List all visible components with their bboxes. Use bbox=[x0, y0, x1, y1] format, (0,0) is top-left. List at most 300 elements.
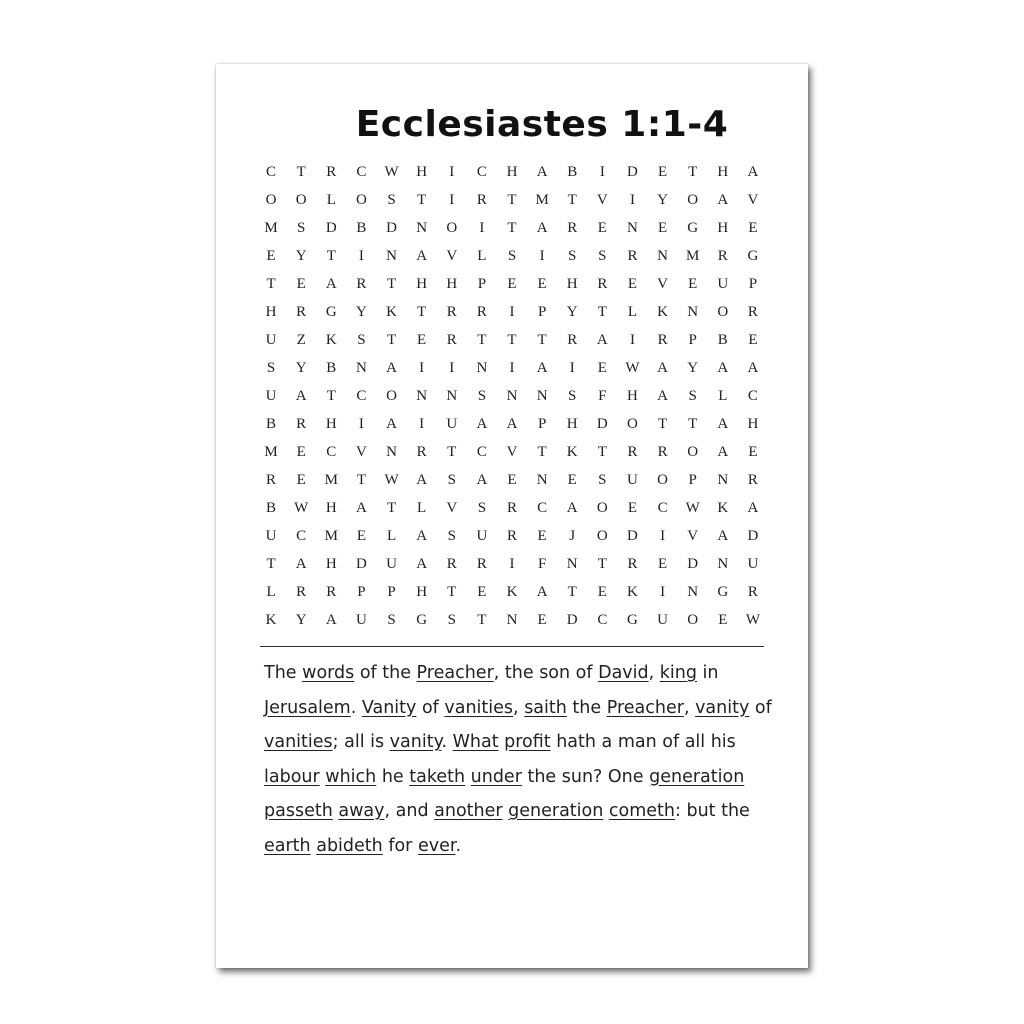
grid-letter: C bbox=[476, 443, 487, 460]
grid-letter: Y bbox=[566, 303, 578, 320]
grid-letter: A bbox=[717, 415, 729, 432]
grid-letter: K bbox=[265, 611, 277, 628]
hidden-word: Vanity bbox=[361, 697, 417, 718]
grid-letter: A bbox=[325, 611, 337, 628]
grid-letter: T bbox=[417, 191, 427, 208]
grid-letter: D bbox=[355, 555, 367, 572]
grid-letter: R bbox=[296, 303, 307, 320]
grid-letter: K bbox=[325, 331, 337, 348]
grid-letter: S bbox=[477, 499, 487, 516]
grid-letter: O bbox=[687, 443, 699, 460]
grid-letter: R bbox=[266, 471, 277, 488]
grid-letter: I bbox=[449, 359, 455, 376]
grid-letter: N bbox=[476, 359, 488, 376]
grid-letter: E bbox=[296, 275, 306, 292]
grid-letter: A bbox=[476, 471, 488, 488]
grid-letter: H bbox=[325, 415, 337, 432]
grid-letter: N bbox=[717, 555, 729, 572]
grid-letter: H bbox=[717, 163, 729, 180]
grid-letter: O bbox=[596, 527, 608, 544]
grid-letter: I bbox=[569, 359, 575, 376]
hidden-word: vanities bbox=[444, 697, 514, 718]
grid-letter: K bbox=[657, 303, 668, 320]
grid-letter: C bbox=[296, 527, 307, 544]
hidden-word: Preacher bbox=[606, 697, 684, 718]
grid-letter: E bbox=[657, 555, 668, 572]
grid-letter: G bbox=[687, 219, 699, 236]
grid-letter: I bbox=[599, 163, 605, 180]
grid-letter: M bbox=[264, 443, 278, 460]
grid-letter: A bbox=[747, 163, 759, 180]
grid-letter: I bbox=[660, 527, 666, 544]
grid-letter: O bbox=[386, 387, 397, 404]
passage-text: in bbox=[696, 663, 719, 683]
grid-letter: I bbox=[509, 359, 515, 376]
grid-letter: Y bbox=[295, 359, 307, 376]
grid-letter: U bbox=[657, 611, 668, 628]
grid-letter: C bbox=[597, 611, 608, 628]
grid-letter: E bbox=[537, 611, 547, 628]
passage-text: for bbox=[382, 835, 418, 856]
grid-letter: R bbox=[627, 555, 638, 572]
passage-text: of bbox=[416, 697, 445, 718]
grid-letter: H bbox=[627, 387, 638, 404]
grid-letter: L bbox=[417, 499, 427, 516]
grid-letter: I bbox=[449, 163, 455, 180]
grid-letter: N bbox=[657, 247, 668, 264]
grid-letter: D bbox=[325, 219, 337, 236]
hidden-word: passeth bbox=[264, 801, 333, 821]
grid-letter: F bbox=[598, 387, 607, 404]
passage-text: . bbox=[455, 835, 462, 856]
grid-letter: V bbox=[355, 443, 367, 460]
grid-letter: T bbox=[507, 219, 517, 236]
hidden-word: king bbox=[659, 663, 697, 683]
grid-letter: N bbox=[386, 247, 397, 264]
grid-letter: D bbox=[687, 555, 699, 572]
grid-letter: I bbox=[539, 247, 545, 264]
grid-letter: Y bbox=[355, 303, 367, 320]
grid-letter: I bbox=[509, 555, 515, 572]
grid-letter: A bbox=[386, 359, 397, 376]
grid-letter: N bbox=[446, 387, 458, 404]
grid-letter: B bbox=[266, 415, 277, 432]
grid-letter: A bbox=[566, 499, 578, 516]
grid-letter: T bbox=[597, 303, 607, 320]
grid-letter: D bbox=[627, 163, 638, 180]
grid-letter: H bbox=[566, 415, 578, 432]
grid-letter: O bbox=[446, 219, 458, 236]
grid-letter: A bbox=[416, 527, 428, 544]
grid-letter: I bbox=[419, 359, 425, 376]
grid-letter: G bbox=[627, 611, 638, 628]
passage-text: . bbox=[350, 697, 362, 718]
grid-letter: B bbox=[326, 359, 337, 376]
grid-letter: E bbox=[748, 219, 758, 236]
hidden-word: David bbox=[598, 663, 649, 683]
hidden-word: which bbox=[325, 766, 377, 787]
hidden-word: vanity bbox=[695, 697, 750, 718]
grid-letter: T bbox=[417, 303, 427, 320]
grid-letter: O bbox=[627, 415, 638, 432]
grid-letter: H bbox=[416, 583, 428, 600]
grid-letter: V bbox=[446, 247, 458, 264]
grid-letter: Y bbox=[295, 611, 307, 628]
passage-text: he bbox=[376, 766, 410, 787]
passage-text: , bbox=[683, 697, 696, 718]
grid-letter: C bbox=[266, 163, 277, 180]
grid-letter: A bbox=[536, 359, 548, 376]
grid-letter: W bbox=[384, 163, 399, 180]
grid-letter: D bbox=[566, 611, 578, 628]
grid-letter: H bbox=[265, 303, 277, 320]
grid-letter: E bbox=[657, 219, 668, 236]
grid-letter: S bbox=[598, 471, 607, 488]
grid-letter: D bbox=[596, 415, 608, 432]
hidden-word: profit bbox=[504, 732, 551, 752]
grid-letter: C bbox=[747, 387, 758, 404]
grid-letter: V bbox=[747, 191, 759, 208]
grid-letter: A bbox=[506, 415, 518, 432]
divider-line bbox=[260, 646, 764, 647]
grid-letter: B bbox=[356, 219, 367, 236]
grid-letter: I bbox=[358, 247, 364, 264]
grid-letter: V bbox=[506, 443, 518, 460]
grid-letter: T bbox=[567, 191, 577, 208]
grid-letter: R bbox=[446, 555, 457, 572]
grid-letter: E bbox=[567, 471, 577, 488]
grid-letter: D bbox=[747, 527, 759, 544]
grid-letter: N bbox=[717, 471, 729, 488]
grid-letter: T bbox=[477, 331, 487, 348]
grid-letter: O bbox=[657, 471, 668, 488]
grid-letter: A bbox=[536, 219, 548, 236]
passage-text: , bbox=[648, 663, 660, 683]
grid-letter: E bbox=[537, 527, 547, 544]
grid-letter: T bbox=[537, 331, 547, 348]
grid-letter: H bbox=[416, 275, 428, 292]
grid-letter: G bbox=[325, 303, 337, 320]
scripture-passage bbox=[264, 656, 784, 863]
grid-letter: C bbox=[657, 499, 668, 516]
grid-letter: T bbox=[356, 471, 366, 488]
grid-letter: C bbox=[356, 387, 367, 404]
grid-letter: L bbox=[718, 387, 728, 404]
grid-letter: R bbox=[506, 527, 517, 544]
hidden-word: abideth bbox=[316, 835, 383, 856]
grid-letter: N bbox=[536, 387, 548, 404]
grid-letter: T bbox=[266, 555, 276, 572]
grid-letter: U bbox=[265, 527, 277, 544]
grid-letter: E bbox=[597, 359, 607, 376]
grid-letter: R bbox=[416, 443, 427, 460]
grid-letter: S bbox=[507, 247, 517, 264]
grid-letter: O bbox=[687, 611, 699, 628]
grid-letter: W bbox=[625, 359, 640, 376]
passage-text: ; all is bbox=[332, 732, 390, 752]
grid-letter: R bbox=[627, 443, 638, 460]
grid-letter: T bbox=[447, 583, 457, 600]
grid-letter: E bbox=[266, 247, 276, 264]
grid-letter: K bbox=[717, 499, 729, 516]
grid-letter: T bbox=[567, 583, 577, 600]
grid-letter: T bbox=[477, 611, 487, 628]
grid-letter: H bbox=[717, 219, 729, 236]
grid-letter: K bbox=[566, 443, 578, 460]
grid-letter: R bbox=[326, 583, 337, 600]
grid-letter: S bbox=[357, 331, 366, 348]
hidden-word: vanities bbox=[264, 732, 333, 752]
grid-letter: R bbox=[476, 191, 487, 208]
passage-text: . bbox=[441, 732, 453, 752]
grid-letter: U bbox=[265, 387, 277, 404]
grid-letter: V bbox=[446, 499, 458, 516]
grid-letter: E bbox=[718, 611, 728, 628]
grid-letter: R bbox=[296, 583, 307, 600]
worksheet-page bbox=[216, 64, 808, 968]
grid-letter: P bbox=[537, 415, 547, 432]
grid-letter: K bbox=[386, 303, 397, 320]
hidden-word: ever bbox=[417, 835, 456, 856]
grid-letter: N bbox=[506, 387, 518, 404]
grid-letter: A bbox=[717, 359, 729, 376]
grid-letter: R bbox=[657, 443, 668, 460]
grid-letter: O bbox=[717, 303, 729, 320]
grid-letter: A bbox=[717, 527, 729, 544]
grid-letter: T bbox=[386, 499, 397, 516]
hidden-word: under bbox=[470, 766, 522, 787]
grid-letter: R bbox=[356, 275, 367, 292]
grid-letter: S bbox=[568, 387, 577, 404]
hidden-word: vanity bbox=[389, 732, 442, 752]
grid-letter: L bbox=[386, 527, 397, 544]
grid-letter: N bbox=[566, 555, 578, 572]
grid-letter: W bbox=[745, 611, 761, 628]
grid-letter: T bbox=[597, 443, 607, 460]
grid-letter: E bbox=[356, 527, 366, 544]
grid-letter: J bbox=[569, 527, 576, 544]
grid-letter: N bbox=[687, 583, 699, 600]
grid-letter: L bbox=[627, 303, 638, 320]
grid-letter: A bbox=[657, 387, 668, 404]
grid-letter: U bbox=[265, 331, 277, 348]
grid-letter: S bbox=[387, 611, 396, 628]
grid-letter: E bbox=[748, 443, 758, 460]
grid-letter: P bbox=[688, 331, 697, 348]
grid-letter: E bbox=[537, 275, 547, 292]
grid-letter: A bbox=[657, 359, 668, 376]
grid-letter: R bbox=[717, 247, 728, 264]
grid-letter: P bbox=[357, 583, 366, 600]
grid-letter: I bbox=[449, 191, 455, 208]
grid-letter: S bbox=[447, 471, 456, 488]
grid-letter: A bbox=[355, 499, 367, 516]
grid-letter: G bbox=[717, 583, 729, 600]
hidden-word: Preacher bbox=[416, 663, 494, 683]
grid-letter: U bbox=[747, 555, 759, 572]
grid-letter: Y bbox=[687, 359, 699, 376]
grid-letter: S bbox=[598, 247, 607, 264]
grid-letter: R bbox=[657, 331, 668, 348]
grid-letter: M bbox=[324, 471, 338, 488]
grid-letter: G bbox=[416, 611, 428, 628]
passage-text: , bbox=[513, 697, 525, 718]
grid-letter: N bbox=[506, 611, 518, 628]
grid-letter: C bbox=[356, 163, 367, 180]
grid-letter: P bbox=[477, 275, 487, 292]
grid-letter: R bbox=[326, 163, 337, 180]
grid-letter: B bbox=[717, 331, 728, 348]
grid-letter: I bbox=[419, 415, 425, 432]
grid-letter: A bbox=[536, 163, 548, 180]
grid-letter: N bbox=[416, 219, 428, 236]
grid-letter: E bbox=[657, 163, 668, 180]
grid-letter: N bbox=[416, 387, 428, 404]
passage-text: : but the bbox=[675, 801, 750, 821]
grid-letter: S bbox=[568, 247, 577, 264]
passage-text: , and bbox=[384, 801, 435, 821]
grid-letter: A bbox=[717, 443, 729, 460]
grid-letter: T bbox=[447, 443, 457, 460]
grid-letter: H bbox=[506, 163, 518, 180]
hidden-word: taketh bbox=[409, 766, 466, 787]
grid-letter: S bbox=[447, 611, 456, 628]
grid-letter: A bbox=[325, 275, 337, 292]
grid-letter: T bbox=[326, 247, 336, 264]
grid-letter: R bbox=[446, 303, 457, 320]
grid-letter: O bbox=[265, 191, 277, 208]
grid-letter: Y bbox=[657, 191, 668, 208]
grid-letter: T bbox=[507, 331, 517, 348]
grid-letter: E bbox=[627, 499, 638, 516]
hidden-word: labour bbox=[264, 766, 320, 787]
grid-letter: C bbox=[537, 499, 548, 516]
grid-letter: A bbox=[416, 471, 428, 488]
grid-letter: E bbox=[507, 275, 517, 292]
hidden-word: away bbox=[338, 801, 385, 821]
grid-letter: T bbox=[296, 163, 306, 180]
grid-letter: H bbox=[446, 275, 458, 292]
hidden-word: earth bbox=[264, 835, 311, 856]
grid-letter: E bbox=[507, 471, 517, 488]
grid-letter: I bbox=[479, 219, 485, 236]
grid-letter: P bbox=[387, 583, 396, 600]
passage-text: hath a man of all his bbox=[550, 732, 736, 752]
worksheet-title: Ecclesiastes 1:1-4 bbox=[355, 104, 729, 145]
passage-text: The bbox=[264, 663, 303, 683]
grid-letter: E bbox=[597, 219, 607, 236]
grid-letter: G bbox=[747, 247, 759, 264]
grid-letter: A bbox=[295, 555, 307, 572]
grid-letter: M bbox=[535, 191, 549, 208]
grid-letter: C bbox=[326, 443, 337, 460]
grid-letter: O bbox=[295, 191, 307, 208]
grid-letter: K bbox=[627, 583, 638, 600]
grid-letter: A bbox=[536, 583, 548, 600]
grid-letter: W bbox=[294, 499, 309, 516]
grid-letter: T bbox=[386, 275, 397, 292]
passage-text: the sun? One bbox=[521, 766, 650, 787]
grid-letter: S bbox=[688, 387, 697, 404]
grid-letter: N bbox=[386, 443, 397, 460]
grid-letter: I bbox=[629, 191, 635, 208]
grid-letter: U bbox=[476, 527, 488, 544]
grid-letter: P bbox=[537, 303, 547, 320]
grid-letter: V bbox=[657, 275, 668, 292]
grid-letter: A bbox=[747, 359, 759, 376]
grid-letter: F bbox=[537, 555, 547, 572]
grid-letter: A bbox=[416, 555, 428, 572]
grid-letter: T bbox=[507, 191, 517, 208]
grid-letter: E bbox=[296, 443, 306, 460]
hidden-word: generation bbox=[508, 801, 604, 821]
grid-letter: C bbox=[476, 163, 487, 180]
grid-letter: L bbox=[477, 247, 487, 264]
grid-letter: E bbox=[296, 471, 306, 488]
grid-letter: M bbox=[686, 247, 700, 264]
grid-letter: R bbox=[747, 471, 758, 488]
grid-letter: E bbox=[417, 331, 427, 348]
grid-letter: W bbox=[685, 499, 700, 516]
grid-letter: S bbox=[297, 219, 306, 236]
grid-letter: O bbox=[596, 499, 608, 516]
grid-letter: P bbox=[748, 275, 758, 292]
grid-letter: T bbox=[688, 163, 698, 180]
grid-letter: P bbox=[688, 471, 697, 488]
grid-letter: E bbox=[688, 275, 698, 292]
passage-text: of bbox=[749, 697, 772, 718]
grid-letter: R bbox=[627, 247, 638, 264]
hidden-word: Jerusalem bbox=[264, 697, 351, 718]
hidden-word: cometh bbox=[608, 801, 676, 821]
grid-letter: N bbox=[536, 471, 548, 488]
grid-letter: A bbox=[416, 247, 428, 264]
grid-letter: A bbox=[476, 415, 488, 432]
grid-letter: E bbox=[477, 583, 487, 600]
grid-letter: E bbox=[627, 275, 638, 292]
grid-letter: S bbox=[477, 387, 487, 404]
grid-letter: R bbox=[446, 331, 457, 348]
grid-letter: R bbox=[567, 219, 578, 236]
grid-letter: A bbox=[747, 499, 759, 516]
grid-letter: I bbox=[629, 331, 635, 348]
passage-text: , the son of bbox=[493, 663, 599, 683]
grid-letter: R bbox=[506, 499, 517, 516]
grid-letter: A bbox=[717, 191, 729, 208]
grid-letter: U bbox=[386, 555, 397, 572]
grid-letter: D bbox=[386, 219, 397, 236]
grid-letter: H bbox=[747, 415, 759, 432]
grid-letter: R bbox=[597, 275, 608, 292]
grid-letter: H bbox=[566, 275, 578, 292]
grid-letter: I bbox=[358, 415, 364, 432]
grid-letter: T bbox=[266, 275, 276, 292]
grid-letter: M bbox=[324, 527, 338, 544]
grid-letter: T bbox=[688, 415, 698, 432]
grid-letter: B bbox=[567, 163, 578, 180]
grid-letter: R bbox=[476, 555, 487, 572]
grid-letter: R bbox=[567, 331, 578, 348]
grid-letter: O bbox=[687, 191, 699, 208]
grid-letter: U bbox=[717, 275, 729, 292]
grid-letter: O bbox=[355, 191, 367, 208]
grid-letter: T bbox=[537, 443, 547, 460]
grid-letter: R bbox=[476, 303, 487, 320]
grid-letter: R bbox=[747, 303, 758, 320]
passage-text: of the bbox=[354, 663, 417, 683]
grid-letter: I bbox=[509, 303, 515, 320]
grid-letter: V bbox=[596, 191, 608, 208]
